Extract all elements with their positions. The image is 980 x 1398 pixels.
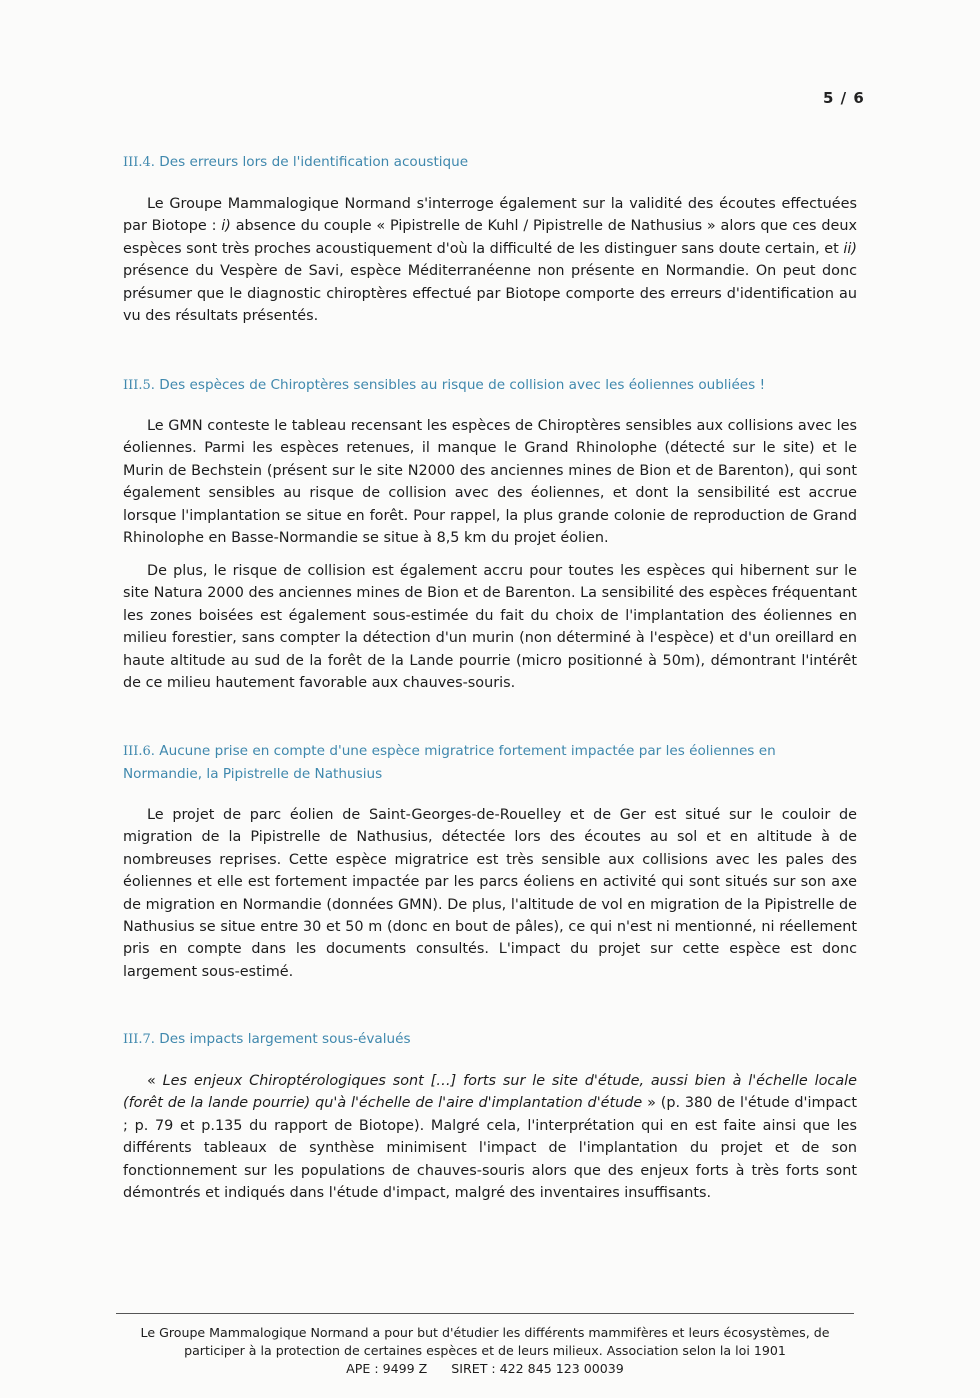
text-run: absence du couple « Pipistrelle de Kuhl / Pipistrelle de Nathusius » alors que ces deux espèces sont très proches acoustiquement d'où la difficulté de les distinguer sans doute certain, et [123,218,857,257]
paragraph-3-5-1: Le GMN conteste le tableau recensant les espèces de Chiroptères sensibles aux collisions avec les éoliennes. Parmi les espèces retenues, il manque le Grand Rhinolophe (détecté sur le site) et le Murin de Bechstein (présent sur le site N2000 des anciennes mines de Bion et de Barenton), qui sont également sensibles au risque de collision avec des éoliennes, et dont la sensibilité est accrue lorsque l'implantation se situe en forêt. Pour rappel, la plus grande colonie de reproduction de Grand Rhinolophe en Basse-Normandie se situe à 8,5 km du projet éolien. [123,418,857,547]
footer-ape: APE : 9499 Z [346,1361,428,1376]
section-title: Aucune prise en compte d'une espèce migratrice fortement impactée par les éoliennes en Normandie, la Pipistrelle de Nathusius [123,743,776,782]
footer-description: Le Groupe Mammalogique Normand a pour but d'étudier les différents mammifères et leurs écosystèmes, de participer à la protection de certaines espèces et de leurs milieux. Association selon la loi 1901 [140,1325,830,1358]
quote-mark: « [147,1073,163,1089]
italic-run: ii) [843,240,857,257]
section-number: III.7. [123,1032,155,1047]
section-title: Des espèces de Chiroptères sensibles au risque de collision avec les éoliennes oubliées ! [159,377,766,393]
page-number: 5 / 6 [823,89,865,107]
section-number: III.6. [123,744,155,759]
footer-divider [116,1313,854,1314]
section-heading-3-5 [123,374,857,397]
section-title: Des erreurs lors de l'identification acoustique [159,154,469,170]
text-run: présence du Vespère de Savi, espèce Méditerranéenne non présente en Normandie. On peut donc présumer que le diagnostic chiroptères effectué par Biotope comporte des erreurs d'identification au vu des résultats présentés. [123,263,857,325]
section-heading-3-4 [123,151,857,174]
paragraph-3-5-2: De plus, le risque de collision est également accru pour toutes les espèces qui hibernent sur le site Natura 2000 des anciennes mines de Bion et de Barenton. La sensibilité des espèces fréquentant les zones boisées est également sous-estimée du fait du choix de l'implantation des éoliennes en milieu forestier, sans compter la détection d'un murin (non déterminé à l'espèce) et d'un oreillard en haute altitude au sud de la forêt de la Lande pourrie (micro positionné à 50m), démontrant l'intérêt de ce milieu hautement favorable aux chauves-souris. [123,563,857,692]
footer-siret: SIRET : 422 845 123 00039 [451,1361,624,1376]
footer [116,1324,854,1378]
section-number: III.4. [123,155,155,170]
italic-run: i) [221,218,231,235]
footer-ids [116,1360,854,1378]
paragraph-3-6-1: Le projet de parc éolien de Saint-Georges-de-Rouelley et de Ger est situé sur le couloir de migration de la Pipistrelle de Nathusius, détectée lors des écoutes au sol et en altitude à de nombreuses reprises. Cette espèce migratrice est très sensible aux collisions avec les pales des éoliennes et elle est fortement impactée par les parcs éoliens en activité qui sont situés sur son axe de migration en Normandie (données GMN). De plus, l'altitude de vol en migration de la Pipistrelle de Nathusius se situe entre 30 et 50 m (donc en bout de pâles), ce qui n'est ni mentionné, ni réellement pris en compte dans les documents consultés. L'impact du projet sur cette espèce est donc largement sous-estimé. [123,807,857,980]
text-run: » (p. 380 de l'étude d'impact ; p. 79 et p.135 du rapport de Biotope). Malgré cela, l'interprétation qui en est faite ainsi que les différents tableaux de synthèse minimisent l'impact de l'implantation du projet et de son fonctionnement sur les populations de chauves-souris alors que des enjeux forts à très forts sont démontrés et indiqués dans l'étude d'impact, malgré des inventaires insuffisants. [123,1095,857,1202]
section-heading-3-7 [123,1028,857,1051]
section-title: Des impacts largement sous-évalués [159,1031,411,1047]
italic-quote: Les enjeux Chiroptérologiques sont […] forts sur le site d'étude, aussi bien à l'échelle locale (forêt de la lande pourrie) qu'à l'échelle de l'aire d'implantation d'étude [123,1073,857,1112]
paragraph-3-4-1 [123,193,857,327]
section-number: III.5. [123,378,155,393]
text-run: Le Groupe Mammalogique Normand s'interroge également sur la validité des écoutes effectuées par Biotope : [123,196,857,235]
paragraph-3-7-1 [123,1070,857,1204]
section-heading-3-6 [123,740,857,785]
